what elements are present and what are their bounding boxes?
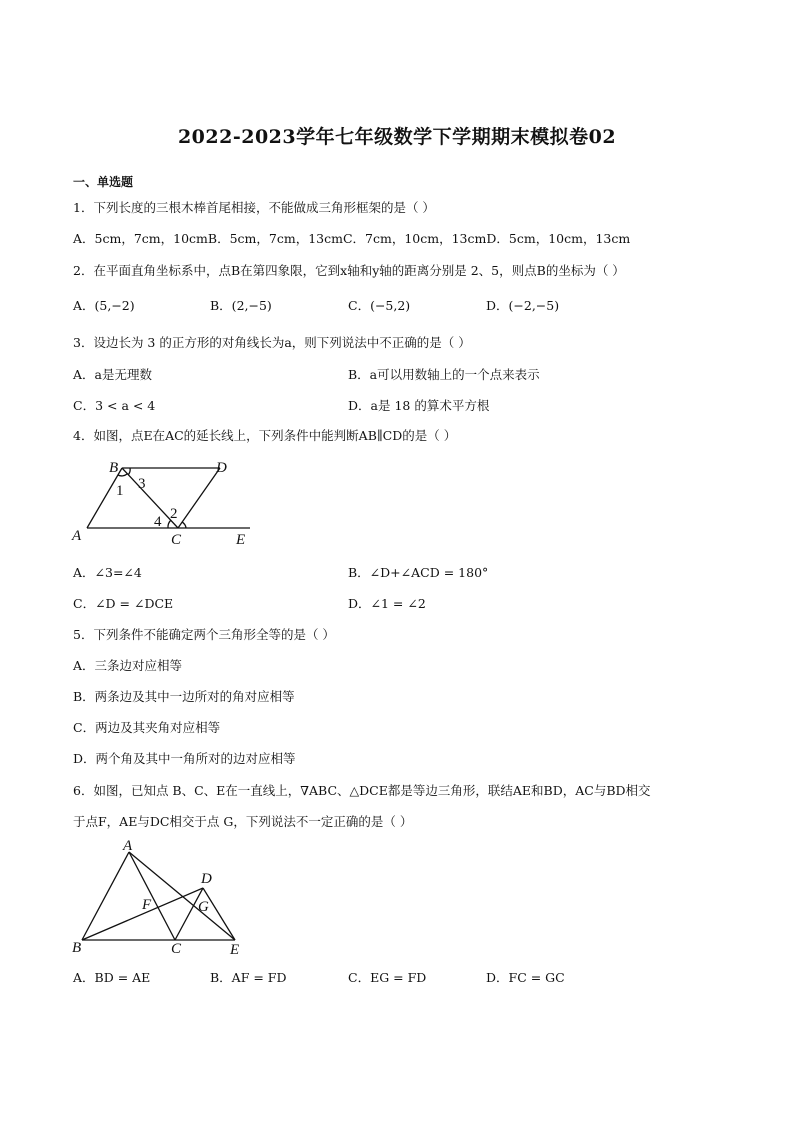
question-5-stem: 5．下列条件不能确定两个三角形全等的是（ ） [73, 627, 335, 642]
q5-option-a[interactable]: A．三条边对应相等 [73, 658, 183, 673]
question-4-stem: 4．如图，点E在AC的延长线上，下列条件中能判断AB∥CD的是（ ） [73, 428, 457, 443]
q2-option-a[interactable]: A．(5,−2) [73, 298, 135, 313]
question-6-stem-line-1: 6．如图，已知点 B、C、E在一直线上，∇ABC、△DCE都是等边三角形，联结AE和BD，AC与BD相交 [73, 783, 651, 798]
label-e: E [236, 532, 246, 548]
q6-option-d[interactable]: D．FC = GC [486, 970, 565, 985]
question-1-options [73, 231, 630, 247]
segment-ac [129, 852, 175, 940]
label-d: D [216, 460, 227, 476]
q2-option-c[interactable]: C．(−5,2) [348, 298, 411, 313]
figure-parallelogram [70, 456, 270, 548]
label-c: C [171, 941, 182, 957]
q2-option-b[interactable]: B．(2,−5) [210, 298, 272, 313]
page-title: 2022-2023学年七年级数学下学期期末模拟卷02 [177, 126, 617, 148]
q4-option-a[interactable]: A．∠3=∠4 [73, 565, 142, 580]
label-angle-1: 1 [116, 483, 124, 499]
q2-option-d[interactable]: D．(−2,−5) [486, 298, 560, 313]
q3-option-b[interactable]: B．a可以用数轴上的一个点来表示 [348, 367, 540, 382]
label-d: D [201, 871, 212, 887]
q5-option-b[interactable]: B．两条边及其中一边所对的角对应相等 [73, 689, 295, 704]
question-1-stem: 1．下列长度的三根木棒首尾相接，不能做成三角形框架的是（ ） [73, 200, 435, 215]
label-angle-2: 2 [170, 506, 178, 522]
segment-dc [178, 468, 220, 528]
q1-option-d[interactable]: D．5cm，10cm，13cm [486, 231, 631, 246]
q3-option-d[interactable]: D．a是 18 的算术平方根 [348, 398, 490, 413]
label-b: B [109, 460, 119, 476]
label-a: A [72, 528, 82, 544]
q6-option-c[interactable]: C．EG = FD [348, 970, 427, 985]
q4-option-c[interactable]: C．∠D = ∠DCE [73, 596, 174, 611]
section-heading: 一、单选题 [73, 175, 134, 189]
question-2-stem: 2．在平面直角坐标系中，点B在第四象限，它到x轴和y轴的距离分别是 2、5，则点B的坐标为（ ） [73, 263, 625, 278]
q6-option-a[interactable]: A．BD = AE [73, 970, 151, 985]
label-angle-4: 4 [154, 514, 162, 530]
label-a: A [123, 838, 133, 854]
question-3-stem: 3．设边长为 3 的正方形的对角线长为a，则下列说法中不正确的是（ ） [73, 335, 471, 350]
figure-equilateral-triangles [70, 838, 255, 960]
label-b: B [72, 940, 82, 956]
angle-arc-3 [128, 468, 130, 475]
q3-option-c[interactable]: C．3 < a < 4 [73, 398, 156, 413]
angle-arc-1 [118, 474, 127, 476]
segment-bd [82, 888, 203, 940]
q6-option-b[interactable]: B．AF = FD [210, 970, 287, 985]
label-angle-3: 3 [138, 476, 146, 492]
segment-ba [82, 852, 129, 940]
q5-option-c[interactable]: C．两边及其夹角对应相等 [73, 720, 221, 735]
q3-option-a[interactable]: A．a是无理数 [73, 367, 152, 382]
q1-option-b[interactable]: B．5cm，7cm，13cm [207, 231, 343, 246]
q1-option-a[interactable]: A．5cm，7cm，10cm [73, 231, 208, 246]
q5-option-d[interactable]: D．两个角及其中一角所对的边对应相等 [73, 751, 296, 766]
label-g: G [198, 899, 209, 915]
label-c: C [171, 532, 182, 548]
question-6-stem-line-2: 于点F，AE与DC相交于点 G，下列说法不一定正确的是（ ） [73, 814, 413, 829]
q4-option-b[interactable]: B．∠D+∠ACD = 180° [348, 565, 489, 580]
q1-option-c[interactable]: C．7cm，10cm，13cm [342, 231, 487, 246]
q4-option-d[interactable]: D．∠1 = ∠2 [348, 596, 426, 611]
label-e: E [230, 942, 240, 958]
angle-arc-2 [182, 522, 186, 528]
label-f: F [142, 897, 152, 913]
